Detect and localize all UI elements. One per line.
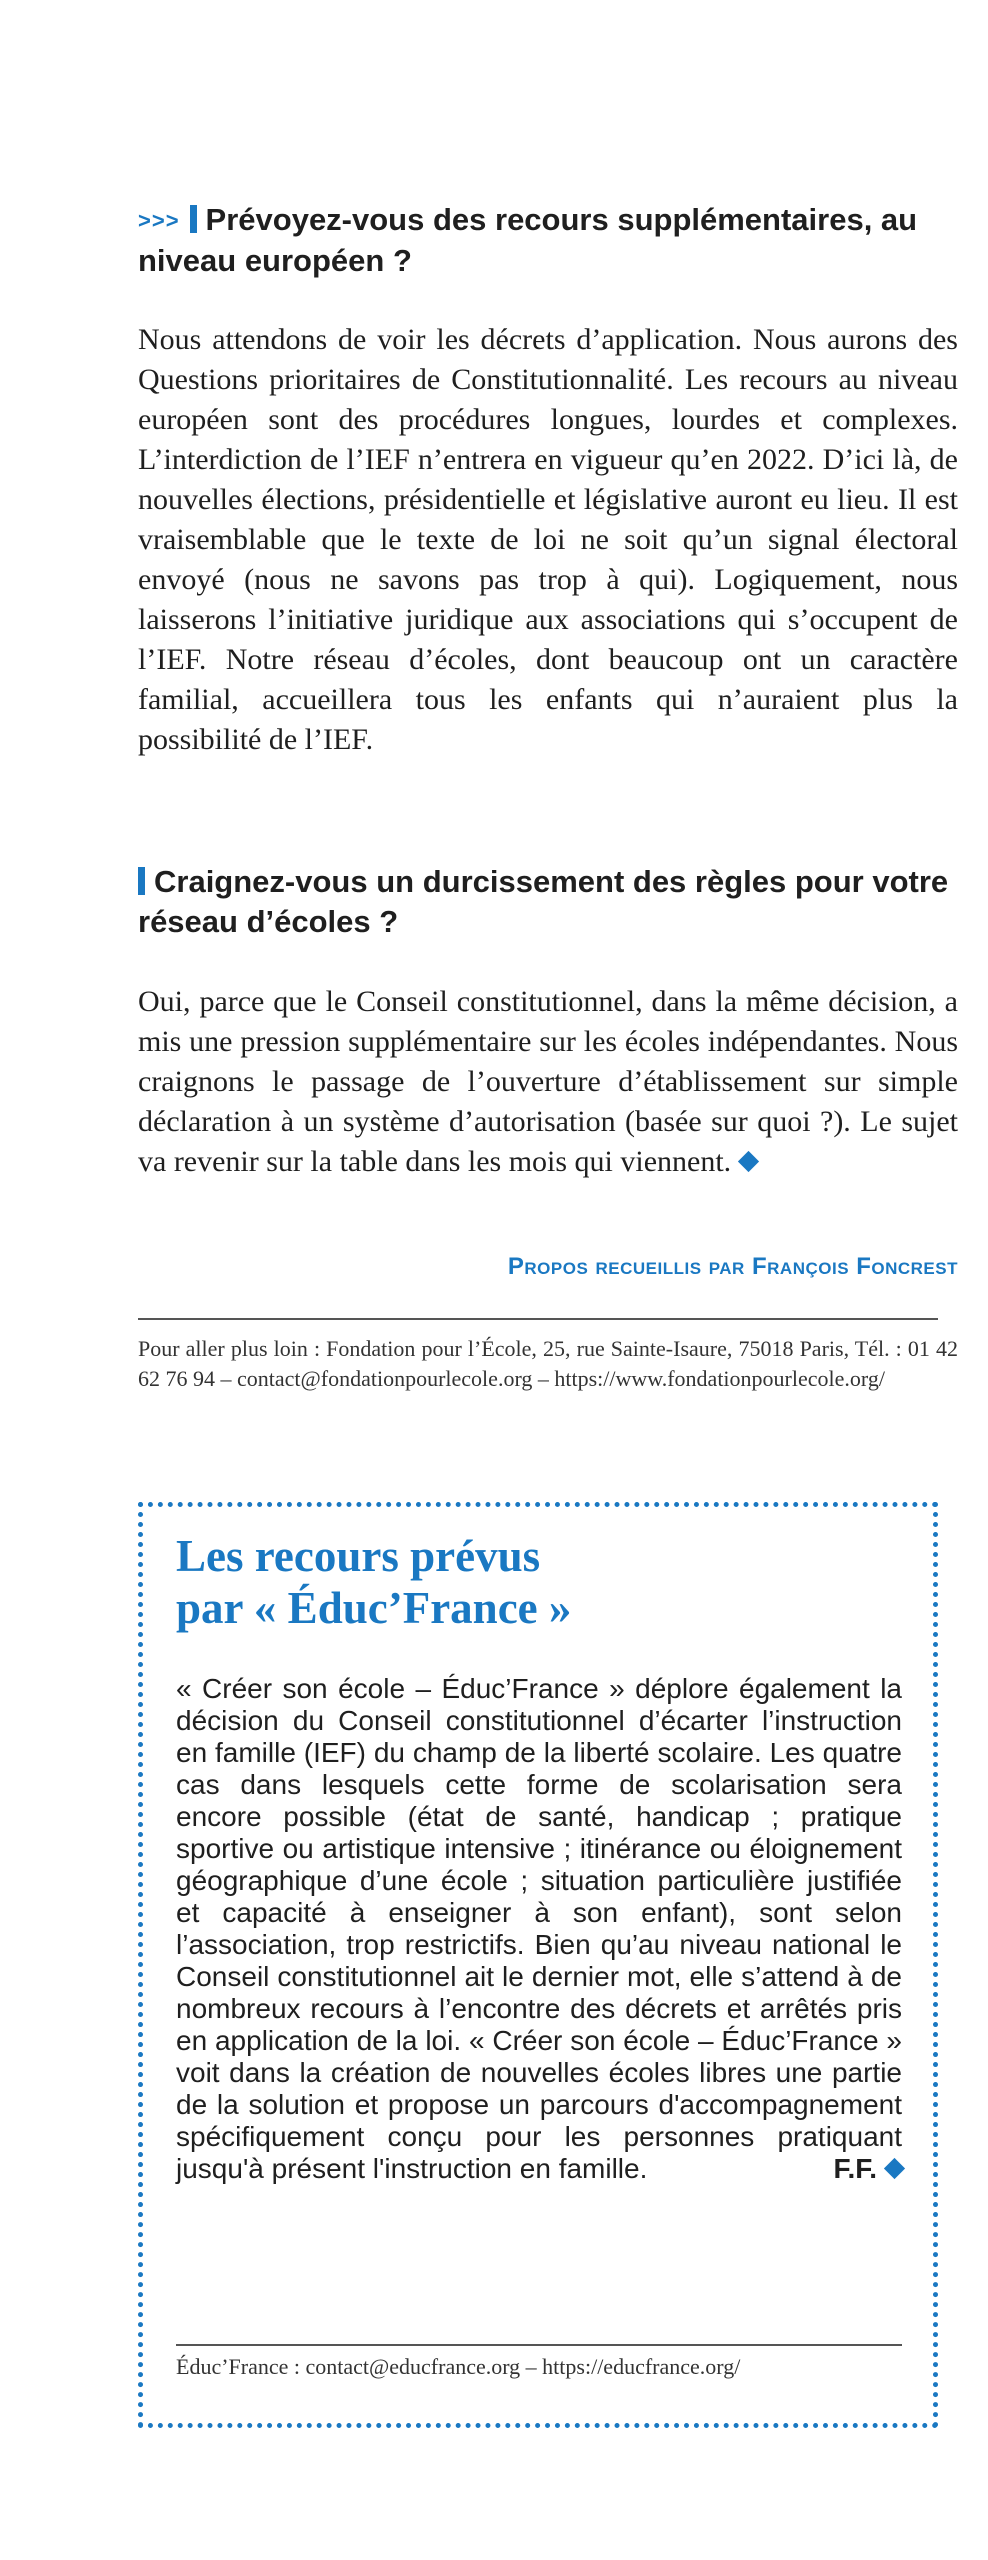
question-heading-1 xyxy=(138,200,958,281)
divider-rule xyxy=(138,1318,938,1320)
question-2-text: Craignez-vous un durcissement des règles pour votre réseau d’écoles ? xyxy=(138,864,949,939)
box-title-line-1: Les recours prévus xyxy=(176,1531,541,1581)
signature-text: F.F. xyxy=(833,2153,877,2184)
heading-bar-icon xyxy=(190,205,197,233)
credit-text: Propos recueillis par François Foncrest xyxy=(507,1253,958,1280)
box-title xyxy=(176,1530,916,1634)
box-paragraph xyxy=(176,1673,902,2185)
box-text: « Créer son école – Éduc’France » déplore également la décision du Conseil constitutionnel d’écarter l’instruction en famille (IEF) du champ de la liberté scolaire. Les quatre cas dans lesquels cette forme de scolarisation sera encore possible (état de santé, handicap ; pratique sportive ou artistique intensive ; itinérance ou éloignement géographique d’une école ; situation particulière justifiée et capacité à enseigner à son enfant), sont selon l’association, trop restrictifs. Bien qu’au niveau national le Conseil constitutionnel ait le dernier mot, elle s’attend à de nombreux recours à l’encontre des décrets et arrêtés pris en application de la loi. « Créer son école – Éduc’France » voit dans la création de nouvelles écoles libres une partie de la solution et propose un parcours d'accompagnement spécifiquement conçu pour les personnes pratiquant jusqu'à présent l'instruction en famille. xyxy=(176,1673,902,2184)
end-diamond-icon xyxy=(738,1151,759,1172)
end-diamond-icon xyxy=(884,2158,905,2179)
box-divider-rule xyxy=(176,2344,902,2346)
question-heading-2 xyxy=(138,862,958,942)
box-title-line-2: par « Éduc’France » xyxy=(176,1583,572,1633)
answer-paragraph-1: Nous attendons de voir les décrets d’application. Nous aurons des Questions prioritaires de Constitutionnalité. Les recours au niveau européen sont des procédures longues, lourdes et complexes. L’interdiction de l’IEF n’entrera en vigueur qu’en 2022. D’ici là, de nouvelles élections, présidentielle et législative auront eu lieu. Il est vraisemblable que le texte de loi ne soit qu’un signal électoral envoyé (nous ne savons pas trop à qui). Logiquement, nous laisserons l’initiative juridique aux associations qui s’occupent de l’IEF. Notre réseau d’écoles, dont beaucoup ont un caractère familial, accueillera tous les enfants qui n’auraient plus la possibilité de l’IEF. xyxy=(138,323,958,756)
heading-bar-icon xyxy=(138,867,145,895)
box-contact: Éduc’France : contact@educfrance.org – https://educfrance.org/ xyxy=(176,2354,741,2379)
box-signature xyxy=(833,2153,902,2185)
further-reading: Pour aller plus loin : Fondation pour l’École, 25, rue Sainte-Isaure, 75018 Paris, Tél. : 01 42 62 76 94 – contact@fondationpourlecole.org – https://www.fondationpourlecole.org/ xyxy=(138,1336,958,1391)
answer-2-text: Oui, parce que le Conseil constitutionnel, dans la même décision, a mis une pression supplémentaire sur les écoles indépendantes. Nous craignons le passage de l’ouverture d’établissement sur simple déclaration à un système d’autorisation (basée sur quoi ?). Le sujet va revenir sur la table dans les mois qui viennent. xyxy=(138,985,958,1178)
answer-paragraph-2 xyxy=(138,982,958,1182)
arrows-marker: >>> xyxy=(138,208,180,233)
interview-credit xyxy=(138,1253,958,1281)
question-1-text: Prévoyez-vous des recours supplémentaires, au niveau européen ? xyxy=(138,202,918,278)
